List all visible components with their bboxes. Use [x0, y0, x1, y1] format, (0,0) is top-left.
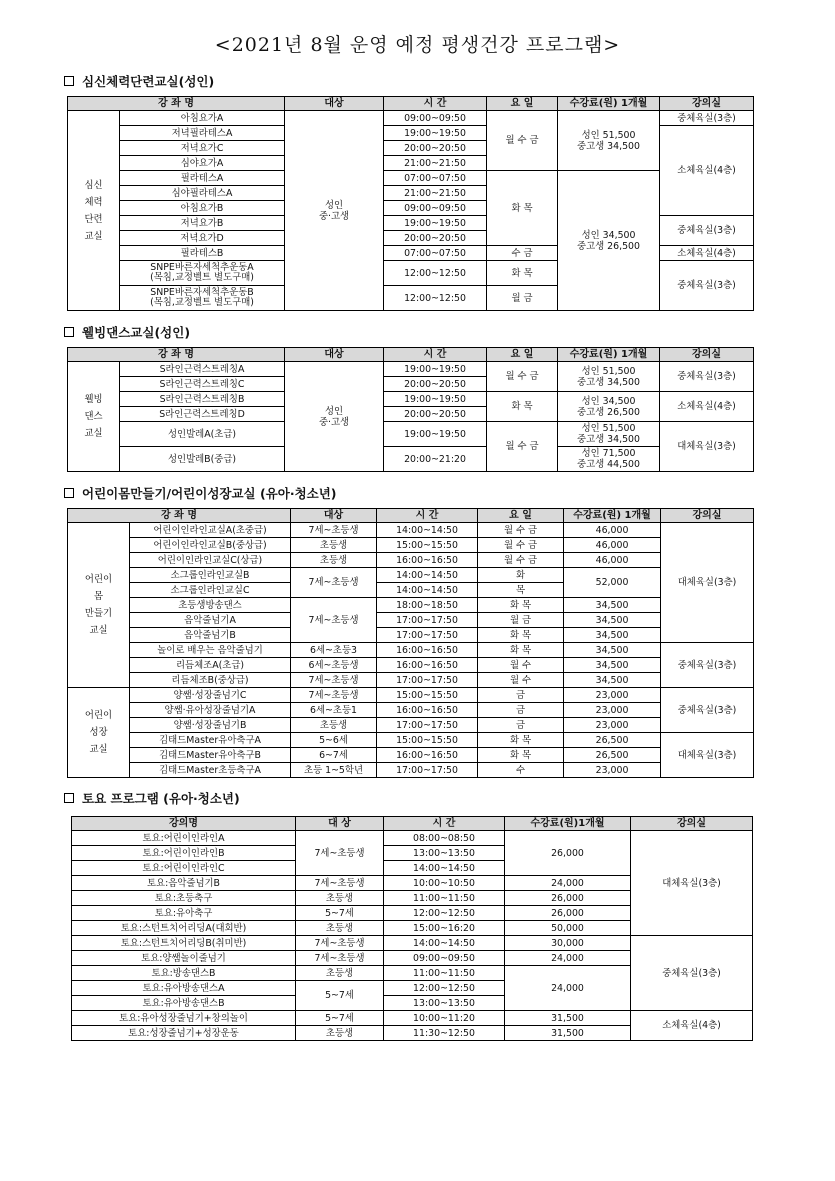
- day-cell: 월 금: [487, 286, 558, 311]
- fee-cell: 성인 51,500 중고생 34,500: [558, 422, 660, 447]
- room-cell: 대체육실(3층): [631, 831, 753, 936]
- course-name: 김태드Master유아축구A: [130, 733, 291, 748]
- target-cell: 성인 중·고생: [285, 111, 384, 311]
- fee-cell: 성인 34,500 중고생 26,500: [558, 392, 660, 422]
- time-cell: 21:00~21:50: [384, 156, 487, 171]
- header-cell: 강의실: [661, 509, 754, 523]
- day-cell: 월 수: [478, 673, 564, 688]
- room-cell: 중체육실(3층): [660, 362, 754, 392]
- course-name: 저녁요가C: [120, 141, 285, 156]
- fee-cell: 34,500: [564, 673, 661, 688]
- header-cell: 시 간: [384, 817, 505, 831]
- header-cell: 대상: [285, 348, 384, 362]
- header-cell: 요 일: [487, 348, 558, 362]
- fee-cell: 26,500: [564, 748, 661, 763]
- group-cell: 어린이 성장 교실: [68, 688, 130, 778]
- fee-cell: 성인 51,500 중고생 34,500: [558, 362, 660, 392]
- day-cell: 화: [478, 568, 564, 583]
- target-cell: 7세~초등생: [291, 568, 377, 598]
- day-cell: 화 목: [487, 261, 558, 286]
- fee-cell: 46,000: [564, 523, 661, 538]
- course-name: 필라테스B: [120, 246, 285, 261]
- time-cell: 15:00~16:20: [384, 921, 505, 936]
- target-cell: 초등생: [296, 1026, 384, 1041]
- room-cell: 중체육실(3층): [660, 216, 754, 246]
- header-cell: 요 일: [478, 509, 564, 523]
- target-cell: 7세~초등생: [291, 688, 377, 703]
- course-name: S라인근력스트레칭A: [120, 362, 285, 377]
- course-name: 성인발레B(중급): [120, 447, 285, 472]
- fee-cell: 31,500: [505, 1026, 631, 1041]
- course-name: 심야요가A: [120, 156, 285, 171]
- group-cell: 심신 체력 단련 교실: [68, 111, 120, 311]
- time-cell: 14:00~14:50: [377, 568, 478, 583]
- course-name: 어린이인라인교실B(중상급): [130, 538, 291, 553]
- course-name: 저녁요가D: [120, 231, 285, 246]
- course-name: 아침요가B: [120, 201, 285, 216]
- time-cell: 12:00~12:50: [384, 981, 505, 996]
- target-cell: 6세~초등생: [291, 658, 377, 673]
- fee-cell: 34,500: [564, 598, 661, 613]
- fee-cell: 34,500: [564, 643, 661, 658]
- time-cell: 15:00~15:50: [377, 688, 478, 703]
- header-cell: 요 일: [487, 97, 558, 111]
- header-cell: 강 좌 명: [68, 509, 291, 523]
- target-cell: 5~7세: [296, 1011, 384, 1026]
- course-name: S라인근력스트레칭D: [120, 407, 285, 422]
- fee-cell: 50,000: [505, 921, 631, 936]
- day-cell: 화 목: [478, 733, 564, 748]
- course-name: 리듬체조B(중상급): [130, 673, 291, 688]
- time-cell: 16:00~16:50: [377, 643, 478, 658]
- day-cell: 화 목: [478, 643, 564, 658]
- course-name: 토요:음악줄넘기B: [72, 876, 296, 891]
- header-cell: 시 간: [377, 509, 478, 523]
- time-cell: 19:00~19:50: [384, 362, 487, 377]
- course-name: 토요:유아성장줄넘기+창의놀이: [72, 1011, 296, 1026]
- course-name: 토요:성장줄넘기+성장운동: [72, 1026, 296, 1041]
- time-cell: 10:00~11:20: [384, 1011, 505, 1026]
- fee-cell: 24,000: [505, 876, 631, 891]
- room-cell: 대체육실(3층): [661, 733, 754, 778]
- header-cell: 시 간: [384, 97, 487, 111]
- time-cell: 17:00~17:50: [377, 613, 478, 628]
- target-cell: 5~7세: [296, 981, 384, 1011]
- time-cell: 18:00~18:50: [377, 598, 478, 613]
- course-name: 토요:유아방송댄스B: [72, 996, 296, 1011]
- fitness-table: [67, 96, 754, 311]
- target-cell: 7세~초등생: [291, 523, 377, 538]
- section-heading: [64, 72, 214, 90]
- fee-cell: 34,500: [564, 658, 661, 673]
- header-cell: 강의실: [631, 817, 753, 831]
- fee-cell: 23,000: [564, 763, 661, 778]
- day-cell: 금: [478, 703, 564, 718]
- fee-cell: 34,500: [564, 613, 661, 628]
- checkbox-square-icon: [64, 327, 74, 337]
- course-name: 토요:어린이인라인C: [72, 861, 296, 876]
- target-cell: 6세~초등1: [291, 703, 377, 718]
- course-name: 저녁필라테스A: [120, 126, 285, 141]
- day-cell: 월 수 금: [487, 362, 558, 392]
- fee-cell: 26,000: [505, 906, 631, 921]
- time-cell: 19:00~19:50: [384, 392, 487, 407]
- room-cell: 소체육실(4층): [631, 1011, 753, 1041]
- time-cell: 15:00~15:50: [377, 538, 478, 553]
- section-heading: [64, 323, 190, 341]
- time-cell: 17:00~17:50: [377, 718, 478, 733]
- time-cell: 14:00~14:50: [377, 583, 478, 598]
- course-name: 김태드Master초등축구A: [130, 763, 291, 778]
- time-cell: 19:00~19:50: [384, 126, 487, 141]
- day-cell: 월 수 금: [487, 422, 558, 472]
- course-name: 양쌤·성장줄넘기B: [130, 718, 291, 733]
- header-cell: 수강료(원)1개월: [505, 817, 631, 831]
- course-name: 토요:초등축구: [72, 891, 296, 906]
- group-cell: 웰빙 댄스 교실: [68, 362, 120, 472]
- section-title: 심신체력단련교실(성인): [82, 74, 215, 89]
- time-cell: 20:00~20:50: [384, 231, 487, 246]
- fee-cell: 24,000: [505, 951, 631, 966]
- day-cell: 금: [478, 718, 564, 733]
- checkbox-square-icon: [64, 793, 74, 803]
- day-cell: 화 목: [478, 598, 564, 613]
- day-cell: 수 금: [487, 246, 558, 261]
- time-cell: 16:00~16:50: [377, 703, 478, 718]
- time-cell: 19:00~19:50: [384, 216, 487, 231]
- target-cell: 5~6세: [291, 733, 377, 748]
- course-name: 저녁요가B: [120, 216, 285, 231]
- time-cell: 12:00~12:50: [384, 286, 487, 311]
- course-name: 필라테스A: [120, 171, 285, 186]
- room-cell: 중체육실(3층): [661, 643, 754, 688]
- day-cell: 월 수 금: [478, 523, 564, 538]
- target-cell: 6세~초등3: [291, 643, 377, 658]
- course-name: 음악줄넘기B: [130, 628, 291, 643]
- time-cell: 09:00~09:50: [384, 201, 487, 216]
- section-heading: [64, 789, 240, 807]
- target-cell: 초등생: [296, 921, 384, 936]
- course-name: 아침요가A: [120, 111, 285, 126]
- time-cell: 10:00~10:50: [384, 876, 505, 891]
- time-cell: 16:00~16:50: [377, 748, 478, 763]
- course-name: 양쌤·유아성장줄넘기A: [130, 703, 291, 718]
- time-cell: 12:00~12:50: [384, 261, 487, 286]
- day-cell: 목: [478, 583, 564, 598]
- header-cell: 수강료(원) 1개월: [558, 97, 660, 111]
- room-cell: 중체육실(3층): [660, 111, 754, 126]
- day-cell: 월 수 금: [478, 553, 564, 568]
- fee-cell: 성인 51,500 중고생 34,500: [558, 111, 660, 171]
- time-cell: 20:00~21:20: [384, 447, 487, 472]
- day-cell: 화 목: [478, 628, 564, 643]
- header-cell: 대상: [285, 97, 384, 111]
- header-cell: 강의명: [72, 817, 296, 831]
- day-cell: 화 목: [478, 748, 564, 763]
- time-cell: 13:00~13:50: [384, 996, 505, 1011]
- fee-cell: 성인 34,500 중고생 26,500: [558, 171, 660, 311]
- room-cell: 소체육실(4층): [660, 246, 754, 261]
- target-cell: 5~7세: [296, 906, 384, 921]
- course-name: 토요:어린이인라인B: [72, 846, 296, 861]
- course-name: 초등생방송댄스: [130, 598, 291, 613]
- section-title: 토요 프로그램 (유아·청소년): [82, 791, 240, 806]
- header-cell: 대상: [291, 509, 377, 523]
- section-heading: [64, 484, 337, 502]
- time-cell: 11:00~11:50: [384, 966, 505, 981]
- target-cell: 초등생: [291, 718, 377, 733]
- fee-cell: 52,000: [564, 568, 661, 598]
- time-cell: 19:00~19:50: [384, 422, 487, 447]
- course-name: S라인근력스트레칭C: [120, 377, 285, 392]
- dance-table: [67, 347, 754, 472]
- course-name: 어린이인라인교실C(상급): [130, 553, 291, 568]
- target-cell: 7세~초등생: [296, 831, 384, 876]
- target-cell: 7세~초등생: [296, 951, 384, 966]
- time-cell: 21:00~21:50: [384, 186, 487, 201]
- course-name: 토요:스턴트치어리딩B(취미반): [72, 936, 296, 951]
- day-cell: 월 수: [478, 658, 564, 673]
- time-cell: 11:00~11:50: [384, 891, 505, 906]
- kids-table: [67, 508, 754, 778]
- header-cell: 수강료(원) 1개월: [558, 348, 660, 362]
- course-name: 음악줄넘기A: [130, 613, 291, 628]
- target-cell: 7세~초등생: [291, 598, 377, 643]
- fee-cell: 23,000: [564, 688, 661, 703]
- time-cell: 16:00~16:50: [377, 658, 478, 673]
- course-name: 양쌤·성장줄넘기C: [130, 688, 291, 703]
- header-cell: 시 간: [384, 348, 487, 362]
- time-cell: 14:00~14:50: [377, 523, 478, 538]
- time-cell: 12:00~12:50: [384, 906, 505, 921]
- time-cell: 20:00~20:50: [384, 407, 487, 422]
- header-cell: 수강료(원) 1개월: [564, 509, 661, 523]
- target-cell: 7세~초등생: [291, 673, 377, 688]
- fee-cell: 24,000: [505, 966, 631, 1011]
- day-cell: 금: [478, 688, 564, 703]
- course-name: 토요:유아축구: [72, 906, 296, 921]
- day-cell: 화 목: [487, 392, 558, 422]
- course-name: 토요:방송댄스B: [72, 966, 296, 981]
- group-cell: 어린이 몸 만들기 교실: [68, 523, 130, 688]
- time-cell: 15:00~15:50: [377, 733, 478, 748]
- target-cell: 초등생: [296, 966, 384, 981]
- course-name: 소그룹인라인교실B: [130, 568, 291, 583]
- time-cell: 13:00~13:50: [384, 846, 505, 861]
- time-cell: 20:00~20:50: [384, 141, 487, 156]
- course-name: 소그룹인라인교실C: [130, 583, 291, 598]
- target-cell: 초등생: [296, 891, 384, 906]
- day-cell: 화 목: [487, 171, 558, 246]
- time-cell: 11:30~12:50: [384, 1026, 505, 1041]
- course-name: 토요:어린이인라인A: [72, 831, 296, 846]
- target-cell: 초등생: [291, 538, 377, 553]
- time-cell: 17:00~17:50: [377, 763, 478, 778]
- time-cell: 17:00~17:50: [377, 628, 478, 643]
- header-cell: 강의실: [660, 348, 754, 362]
- target-cell: 성인 중·고생: [285, 362, 384, 472]
- fee-cell: 46,000: [564, 553, 661, 568]
- course-name: 김태드Master유아축구B: [130, 748, 291, 763]
- course-name: S라인근력스트레칭B: [120, 392, 285, 407]
- time-cell: 20:00~20:50: [384, 377, 487, 392]
- page-title: <2021년 8월 운영 예정 평생건강 프로그램>: [214, 34, 621, 56]
- course-name: 토요:양쌤놀이줄넘기: [72, 951, 296, 966]
- time-cell: 08:00~08:50: [384, 831, 505, 846]
- time-cell: 17:00~17:50: [377, 673, 478, 688]
- header-cell: 강의실: [660, 97, 754, 111]
- fee-cell: 26,000: [505, 891, 631, 906]
- day-cell: 월 수 금: [478, 538, 564, 553]
- course-name: 심야필라테스A: [120, 186, 285, 201]
- time-cell: 09:00~09:50: [384, 111, 487, 126]
- target-cell: 6~7세: [291, 748, 377, 763]
- room-cell: 중체육실(3층): [661, 688, 754, 733]
- fee-cell: 성인 71,500 중고생 44,500: [558, 447, 660, 472]
- time-cell: 07:00~07:50: [384, 246, 487, 261]
- section-title: 웰빙댄스교실(성인): [82, 325, 191, 340]
- course-name: 토요:유아방송댄스A: [72, 981, 296, 996]
- day-cell: 수: [478, 763, 564, 778]
- fee-cell: 26,500: [564, 733, 661, 748]
- time-cell: 09:00~09:50: [384, 951, 505, 966]
- fee-cell: 34,500: [564, 628, 661, 643]
- target-cell: 7세~초등생: [296, 936, 384, 951]
- header-cell: 대 상: [296, 817, 384, 831]
- header-cell: 강 좌 명: [68, 97, 285, 111]
- course-name: 토요:스턴트치어리딩A(대회반): [72, 921, 296, 936]
- day-cell: 월 수 금: [487, 111, 558, 171]
- course-name: 성인발레A(초급): [120, 422, 285, 447]
- section-title: 어린이몸만들기/어린이성장교실 (유아·청소년): [82, 486, 337, 501]
- time-cell: 07:00~07:50: [384, 171, 487, 186]
- target-cell: 초등생: [291, 553, 377, 568]
- checkbox-square-icon: [64, 488, 74, 498]
- course-name: 리듬체조A(초급): [130, 658, 291, 673]
- fee-cell: 46,000: [564, 538, 661, 553]
- course-name: 놀이로 배우는 음악줄넘기: [130, 643, 291, 658]
- saturday-table: [71, 816, 753, 1041]
- fee-cell: 31,500: [505, 1011, 631, 1026]
- course-name: 어린이인라인교실A(초중급): [130, 523, 291, 538]
- room-cell: 대체육실(3층): [660, 422, 754, 472]
- room-cell: 소체육실(4층): [660, 392, 754, 422]
- course-name: SNPE바른자세척추운동A (목침,교정벨트 별도구매): [120, 261, 285, 286]
- fee-cell: 23,000: [564, 703, 661, 718]
- fee-cell: 30,000: [505, 936, 631, 951]
- time-cell: 14:00~14:50: [384, 936, 505, 951]
- room-cell: 소체육실(4층): [660, 126, 754, 216]
- room-cell: 중체육실(3층): [631, 936, 753, 1011]
- header-cell: 강 좌 명: [68, 348, 285, 362]
- fee-cell: 26,000: [505, 831, 631, 876]
- target-cell: 7세~초등생: [296, 876, 384, 891]
- room-cell: 중체육실(3층): [660, 261, 754, 311]
- fee-cell: 23,000: [564, 718, 661, 733]
- target-cell: 초등 1~5학년: [291, 763, 377, 778]
- room-cell: 대체육실(3층): [661, 523, 754, 643]
- day-cell: 월 금: [478, 613, 564, 628]
- checkbox-square-icon: [64, 76, 74, 86]
- time-cell: 16:00~16:50: [377, 553, 478, 568]
- time-cell: 14:00~14:50: [384, 861, 505, 876]
- course-name: SNPE바른자세척추운동B (목침,교정벨트 별도구매): [120, 286, 285, 311]
